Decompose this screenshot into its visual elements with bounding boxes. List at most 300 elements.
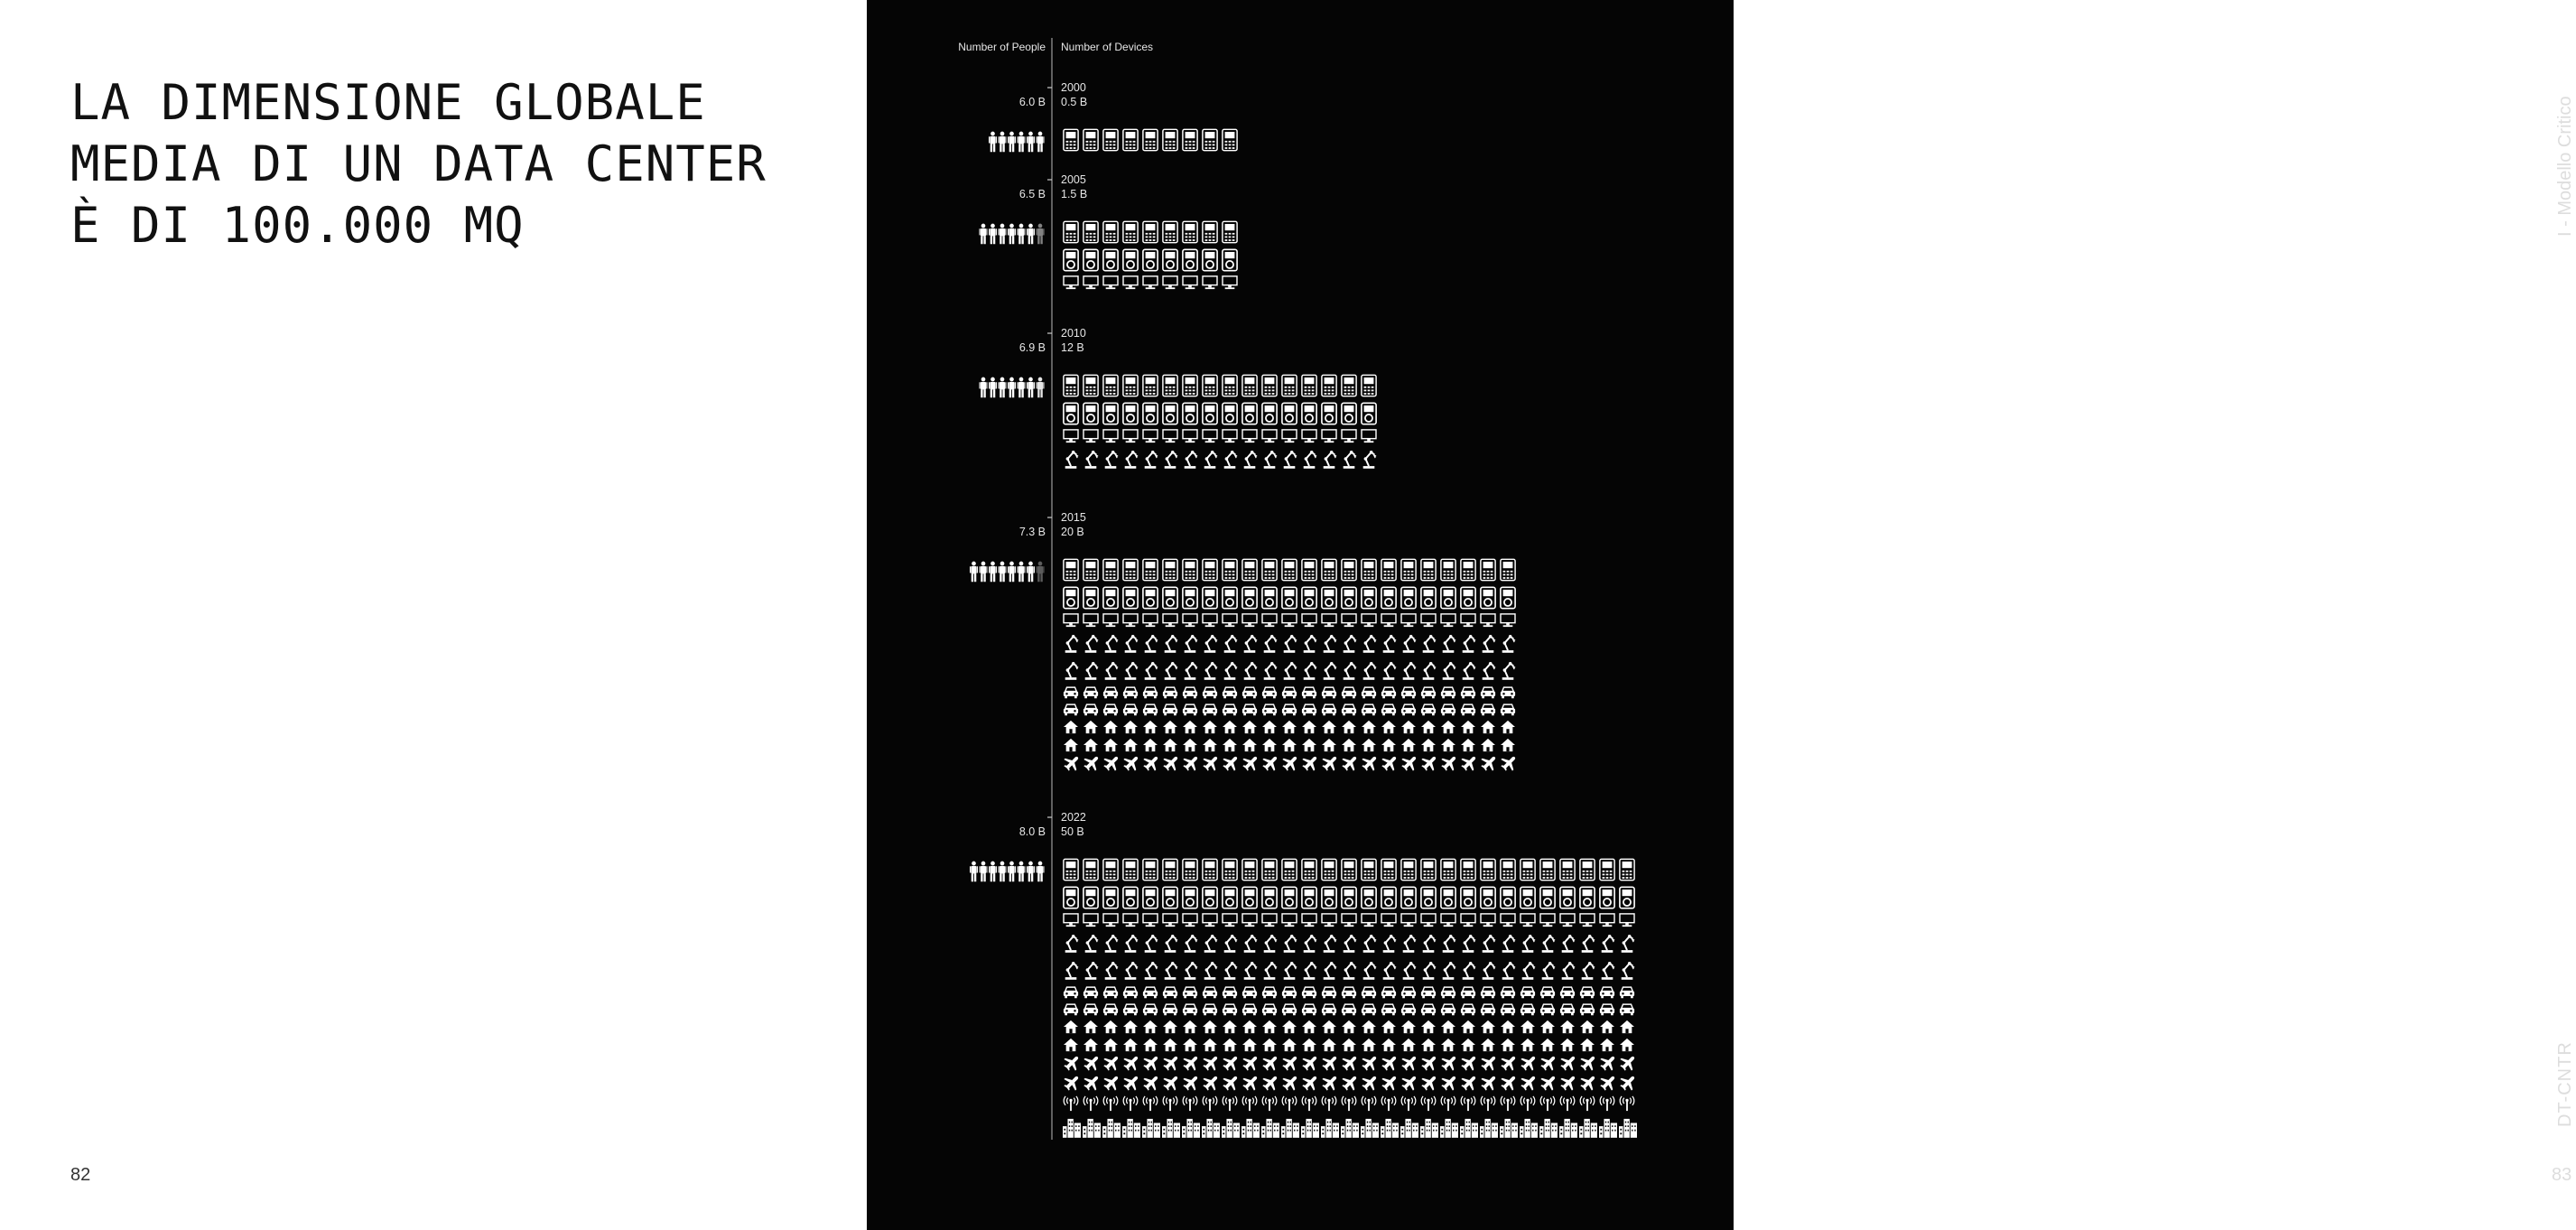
house-icon — [1540, 1020, 1555, 1033]
page-headline — [70, 72, 767, 256]
person-icon — [989, 562, 997, 582]
antenna-icon — [1123, 1096, 1138, 1111]
computer-icon — [1302, 914, 1316, 927]
car-icon — [1401, 987, 1416, 998]
car-icon — [1183, 704, 1197, 715]
person-icon — [1037, 377, 1045, 398]
antenna-icon — [1183, 1096, 1197, 1111]
computer-icon — [1183, 914, 1197, 927]
robot-arm-icon — [1284, 451, 1297, 469]
computer-icon — [1242, 430, 1257, 443]
car-icon — [1481, 1004, 1495, 1015]
computer-icon — [1242, 914, 1257, 927]
phone-icon — [1481, 559, 1495, 580]
computer-icon — [1282, 430, 1297, 443]
car-icon — [1501, 1004, 1515, 1015]
house-icon — [1282, 739, 1297, 751]
year-label: 2015 — [1061, 511, 1086, 524]
person-icon — [1018, 862, 1026, 882]
house-icon — [1501, 721, 1515, 733]
house-icon — [1520, 1039, 1535, 1051]
robot-arm-icon — [1602, 962, 1614, 980]
airplane-icon — [1620, 1057, 1634, 1071]
robot-arm-icon — [1502, 635, 1515, 653]
house-icon — [1421, 721, 1436, 733]
car-icon — [1322, 987, 1336, 998]
car-icon — [1143, 1004, 1158, 1015]
people-label: 8.0 B — [1018, 825, 1046, 838]
robot-arm-icon — [1125, 962, 1138, 980]
house-icon — [1441, 1039, 1455, 1051]
phone-icon — [1322, 859, 1336, 880]
phone-icon — [1203, 859, 1217, 880]
robot-arm-icon — [1463, 635, 1475, 653]
car-icon — [1441, 704, 1455, 715]
computer-icon — [1064, 276, 1078, 289]
airplane-icon — [1163, 757, 1177, 771]
airplane-icon — [1242, 1057, 1257, 1071]
computer-icon — [1362, 614, 1376, 627]
phone-icon — [1401, 559, 1416, 580]
media-player-icon — [1223, 249, 1237, 270]
house-icon — [1262, 1020, 1277, 1033]
car-icon — [1520, 987, 1535, 998]
house-icon — [1421, 739, 1436, 751]
computer-icon — [1302, 614, 1316, 627]
airplane-icon — [1143, 1076, 1158, 1091]
house-icon — [1401, 1039, 1416, 1051]
house-icon — [1441, 721, 1455, 733]
phone-icon — [1103, 375, 1118, 396]
antenna-icon — [1143, 1096, 1158, 1111]
house-icon — [1600, 1039, 1614, 1051]
computer-icon — [1381, 914, 1396, 927]
car-icon — [1083, 704, 1098, 715]
house-icon — [1262, 721, 1277, 733]
robot-arm-icon — [1324, 635, 1336, 653]
robot-arm-icon — [1264, 635, 1277, 653]
car-icon — [1302, 687, 1316, 698]
antenna-icon — [1580, 1096, 1595, 1111]
robot-arm-icon — [1065, 451, 1078, 469]
car-icon — [1600, 987, 1614, 998]
computer-icon — [1322, 914, 1336, 927]
airplane-icon — [1123, 757, 1138, 771]
media-player-icon — [1520, 887, 1535, 908]
computer-icon — [1103, 430, 1118, 443]
media-player-icon — [1064, 249, 1078, 270]
phone-icon — [1203, 375, 1217, 396]
city-icon — [1222, 1119, 1240, 1138]
robot-arm-icon — [1165, 451, 1177, 469]
robot-arm-icon — [1125, 935, 1138, 953]
phone-icon — [1242, 559, 1257, 580]
airplane-icon — [1064, 757, 1078, 771]
car-icon — [1481, 687, 1495, 698]
car-icon — [1282, 1004, 1297, 1015]
media-player-icon — [1501, 887, 1515, 908]
phone-icon — [1441, 859, 1455, 880]
media-player-icon — [1540, 887, 1555, 908]
year-label: 2000 — [1061, 81, 1086, 94]
headline-line: LA DIMENSIONE GLOBALE — [70, 74, 706, 131]
person-icon — [999, 132, 1007, 153]
phone-icon — [1282, 375, 1297, 396]
house-icon — [1242, 721, 1257, 733]
house-icon — [1540, 1039, 1555, 1051]
media-player-icon — [1123, 587, 1138, 608]
car-icon — [1183, 687, 1197, 698]
media-player-icon — [1203, 887, 1217, 908]
phone-icon — [1103, 129, 1118, 150]
robot-arm-icon — [1582, 935, 1595, 953]
media-player-icon — [1123, 249, 1138, 270]
car-icon — [1103, 704, 1118, 715]
city-icon — [1202, 1119, 1220, 1138]
house-icon — [1362, 721, 1376, 733]
computer-icon — [1143, 914, 1158, 927]
phone-icon — [1143, 859, 1158, 880]
phone-icon — [1461, 859, 1475, 880]
media-player-icon — [1123, 887, 1138, 908]
antenna-icon — [1540, 1096, 1555, 1111]
city-icon — [1599, 1119, 1617, 1138]
media-player-icon — [1302, 403, 1316, 424]
car-icon — [1064, 687, 1078, 698]
year-block-2022 — [970, 811, 1637, 1138]
house-icon — [1163, 1020, 1177, 1033]
phone-icon — [1143, 129, 1158, 150]
media-player-icon — [1342, 403, 1356, 424]
car-icon — [1064, 704, 1078, 715]
media-player-icon — [1401, 887, 1416, 908]
computer-icon — [1501, 614, 1515, 627]
car-icon — [1242, 987, 1257, 998]
computer-icon — [1183, 430, 1197, 443]
house-icon — [1242, 739, 1257, 751]
phone-icon — [1064, 129, 1078, 150]
airplane-icon — [1163, 1076, 1177, 1091]
robot-arm-icon — [1105, 451, 1118, 469]
robot-arm-icon — [1105, 635, 1118, 653]
media-player-icon — [1143, 887, 1158, 908]
airplane-icon — [1520, 1076, 1535, 1091]
airplane-icon — [1302, 1076, 1316, 1091]
house-icon — [1203, 1039, 1217, 1051]
person-icon — [1018, 224, 1026, 245]
computer-icon — [1461, 614, 1475, 627]
robot-arm-icon — [1363, 662, 1376, 680]
airplane-icon — [1183, 757, 1197, 771]
robot-arm-icon — [1383, 635, 1396, 653]
robot-arm-icon — [1344, 635, 1356, 653]
car-icon — [1560, 987, 1575, 998]
antenna-icon — [1242, 1096, 1257, 1111]
media-player-icon — [1461, 587, 1475, 608]
car-icon — [1242, 687, 1257, 698]
airplane-icon — [1262, 757, 1277, 771]
robot-arm-icon — [1284, 935, 1297, 953]
computer-icon — [1123, 914, 1138, 927]
person-icon — [1037, 862, 1045, 882]
media-player-icon — [1203, 587, 1217, 608]
house-icon — [1620, 1020, 1634, 1033]
robot-arm-icon — [1463, 962, 1475, 980]
antenna-icon — [1501, 1096, 1515, 1111]
robot-arm-icon — [1244, 935, 1257, 953]
antenna-icon — [1441, 1096, 1455, 1111]
airplane-icon — [1362, 1076, 1376, 1091]
city-icon — [1400, 1119, 1418, 1138]
computer-icon — [1123, 614, 1138, 627]
house-icon — [1203, 721, 1217, 733]
phone-icon — [1362, 375, 1376, 396]
house-icon — [1103, 721, 1118, 733]
devices-label: 1.5 B — [1061, 188, 1088, 200]
car-icon — [1064, 987, 1078, 998]
antenna-icon — [1421, 1096, 1436, 1111]
media-player-icon — [1163, 887, 1177, 908]
car-icon — [1421, 704, 1436, 715]
airplane-icon — [1461, 1076, 1475, 1091]
media-player-icon — [1441, 887, 1455, 908]
media-player-icon — [1083, 249, 1098, 270]
car-icon — [1342, 1004, 1356, 1015]
car-icon — [1342, 987, 1356, 998]
airplane-icon — [1143, 1057, 1158, 1071]
car-icon — [1461, 704, 1475, 715]
car-icon — [1322, 704, 1336, 715]
phone-icon — [1163, 129, 1177, 150]
house-icon — [1302, 1020, 1316, 1033]
phone-icon — [1481, 859, 1495, 880]
media-player-icon — [1362, 887, 1376, 908]
media-player-icon — [1322, 403, 1336, 424]
house-icon — [1223, 1039, 1237, 1051]
phone-icon — [1501, 859, 1515, 880]
computer-icon — [1163, 614, 1177, 627]
year-label: 2010 — [1061, 327, 1086, 340]
robot-arm-icon — [1582, 962, 1595, 980]
computer-icon — [1143, 430, 1158, 443]
car-icon — [1302, 1004, 1316, 1015]
house-icon — [1580, 1039, 1595, 1051]
car-icon — [1381, 704, 1396, 715]
robot-arm-icon — [1165, 635, 1177, 653]
robot-arm-icon — [1443, 662, 1455, 680]
phone-icon — [1103, 221, 1118, 242]
phone-icon — [1064, 375, 1078, 396]
section-label: I - Modello Critico — [2555, 96, 2575, 237]
computer-icon — [1461, 914, 1475, 927]
house-icon — [1223, 1020, 1237, 1033]
house-icon — [1242, 1039, 1257, 1051]
airplane-icon — [1083, 1057, 1098, 1071]
phone-icon — [1183, 375, 1197, 396]
page-number-right: 83 — [2552, 1165, 2572, 1185]
computer-icon — [1143, 614, 1158, 627]
phone-icon — [1083, 375, 1098, 396]
person-icon — [1008, 562, 1016, 582]
house-icon — [1381, 739, 1396, 751]
robot-arm-icon — [1304, 662, 1316, 680]
robot-arm-icon — [1264, 962, 1277, 980]
computer-icon — [1322, 430, 1336, 443]
airplane-icon — [1560, 1057, 1575, 1071]
city-icon — [1579, 1119, 1597, 1138]
airplane-icon — [1401, 757, 1416, 771]
media-player-icon — [1242, 887, 1257, 908]
house-icon — [1183, 739, 1197, 751]
robot-arm-icon — [1264, 935, 1277, 953]
house-icon — [1282, 1039, 1297, 1051]
devices-label: 50 B — [1061, 825, 1084, 838]
robot-arm-icon — [1165, 662, 1177, 680]
car-icon — [1223, 704, 1237, 715]
antenna-icon — [1064, 1096, 1078, 1111]
devices-label: 0.5 B — [1061, 96, 1088, 108]
phone-icon — [1083, 129, 1098, 150]
computer-icon — [1143, 276, 1158, 289]
computer-icon — [1163, 914, 1177, 927]
house-icon — [1322, 739, 1336, 751]
phone-icon — [1342, 859, 1356, 880]
media-player-icon — [1282, 403, 1297, 424]
car-icon — [1322, 687, 1336, 698]
year-block-2000 — [989, 81, 1237, 152]
media-player-icon — [1223, 587, 1237, 608]
pictogram-chart — [939, 27, 1643, 1156]
computer-icon — [1421, 614, 1436, 627]
car-icon — [1620, 987, 1634, 998]
robot-arm-icon — [1483, 635, 1495, 653]
airplane-icon — [1262, 1057, 1277, 1071]
car-icon — [1501, 987, 1515, 998]
media-player-icon — [1123, 403, 1138, 424]
antenna-icon — [1520, 1096, 1535, 1111]
phone-icon — [1223, 859, 1237, 880]
phone-icon — [1123, 129, 1138, 150]
car-icon — [1302, 704, 1316, 715]
city-icon — [1500, 1119, 1518, 1138]
house-icon — [1461, 739, 1475, 751]
robot-arm-icon — [1622, 962, 1634, 980]
antenna-icon — [1362, 1096, 1376, 1111]
city-icon — [1182, 1119, 1200, 1138]
phone-icon — [1083, 559, 1098, 580]
antenna-icon — [1381, 1096, 1396, 1111]
airplane-icon — [1163, 1057, 1177, 1071]
phone-icon — [1580, 859, 1595, 880]
car-icon — [1441, 987, 1455, 998]
media-player-icon — [1620, 887, 1634, 908]
car-icon — [1262, 1004, 1277, 1015]
car-icon — [1103, 1004, 1118, 1015]
computer-icon — [1342, 430, 1356, 443]
media-player-icon — [1103, 403, 1118, 424]
house-icon — [1064, 721, 1078, 733]
robot-arm-icon — [1264, 662, 1277, 680]
robot-arm-icon — [1363, 962, 1376, 980]
house-icon — [1381, 1039, 1396, 1051]
media-player-icon — [1183, 587, 1197, 608]
phone-icon — [1262, 859, 1277, 880]
media-player-icon — [1083, 587, 1098, 608]
person-icon — [1037, 132, 1045, 153]
devices-label: 20 B — [1061, 526, 1084, 538]
person-icon — [1008, 377, 1016, 398]
house-icon — [1302, 721, 1316, 733]
airplane-icon — [1461, 757, 1475, 771]
person-icon — [1027, 224, 1035, 245]
car-icon — [1103, 987, 1118, 998]
car-icon — [1163, 687, 1177, 698]
house-icon — [1302, 1039, 1316, 1051]
media-player-icon — [1282, 887, 1297, 908]
airplane-icon — [1203, 1076, 1217, 1091]
media-player-icon — [1401, 587, 1416, 608]
robot-arm-icon — [1244, 662, 1257, 680]
robot-arm-icon — [1502, 935, 1515, 953]
car-icon — [1163, 1004, 1177, 1015]
robot-arm-icon — [1284, 662, 1297, 680]
person-icon — [1018, 132, 1026, 153]
car-icon — [1381, 987, 1396, 998]
phone-icon — [1183, 129, 1197, 150]
left-page — [0, 0, 867, 1230]
robot-arm-icon — [1344, 935, 1356, 953]
house-icon — [1362, 739, 1376, 751]
house-icon — [1203, 1020, 1217, 1033]
computer-icon — [1620, 914, 1634, 927]
computer-icon — [1560, 914, 1575, 927]
airplane-icon — [1342, 757, 1356, 771]
car-icon — [1103, 687, 1118, 698]
phone-icon — [1520, 859, 1535, 880]
phone-icon — [1203, 559, 1217, 580]
computer-icon — [1103, 614, 1118, 627]
phone-icon — [1223, 129, 1237, 150]
robot-arm-icon — [1463, 935, 1475, 953]
page-number-left: 82 — [70, 1165, 91, 1185]
house-icon — [1461, 721, 1475, 733]
car-icon — [1262, 704, 1277, 715]
computer-icon — [1203, 914, 1217, 927]
airplane-icon — [1242, 757, 1257, 771]
robot-arm-icon — [1065, 962, 1078, 980]
robot-arm-icon — [1244, 962, 1257, 980]
house-icon — [1143, 721, 1158, 733]
people-label: 6.0 B — [1018, 96, 1046, 108]
airplane-icon — [1381, 1057, 1396, 1071]
antenna-icon — [1481, 1096, 1495, 1111]
person-icon — [1008, 862, 1016, 882]
person-icon — [970, 862, 978, 882]
computer-icon — [1362, 430, 1376, 443]
house-icon — [1401, 739, 1416, 751]
robot-arm-icon — [1125, 451, 1138, 469]
robot-arm-icon — [1403, 635, 1416, 653]
antenna-icon — [1223, 1096, 1237, 1111]
airplane-icon — [1501, 1076, 1515, 1091]
robot-arm-icon — [1145, 451, 1158, 469]
person-icon — [1027, 862, 1035, 882]
media-player-icon — [1103, 587, 1118, 608]
house-icon — [1103, 1020, 1118, 1033]
robot-arm-icon — [1324, 935, 1336, 953]
airplane-icon — [1481, 1057, 1495, 1071]
house-icon — [1441, 1020, 1455, 1033]
